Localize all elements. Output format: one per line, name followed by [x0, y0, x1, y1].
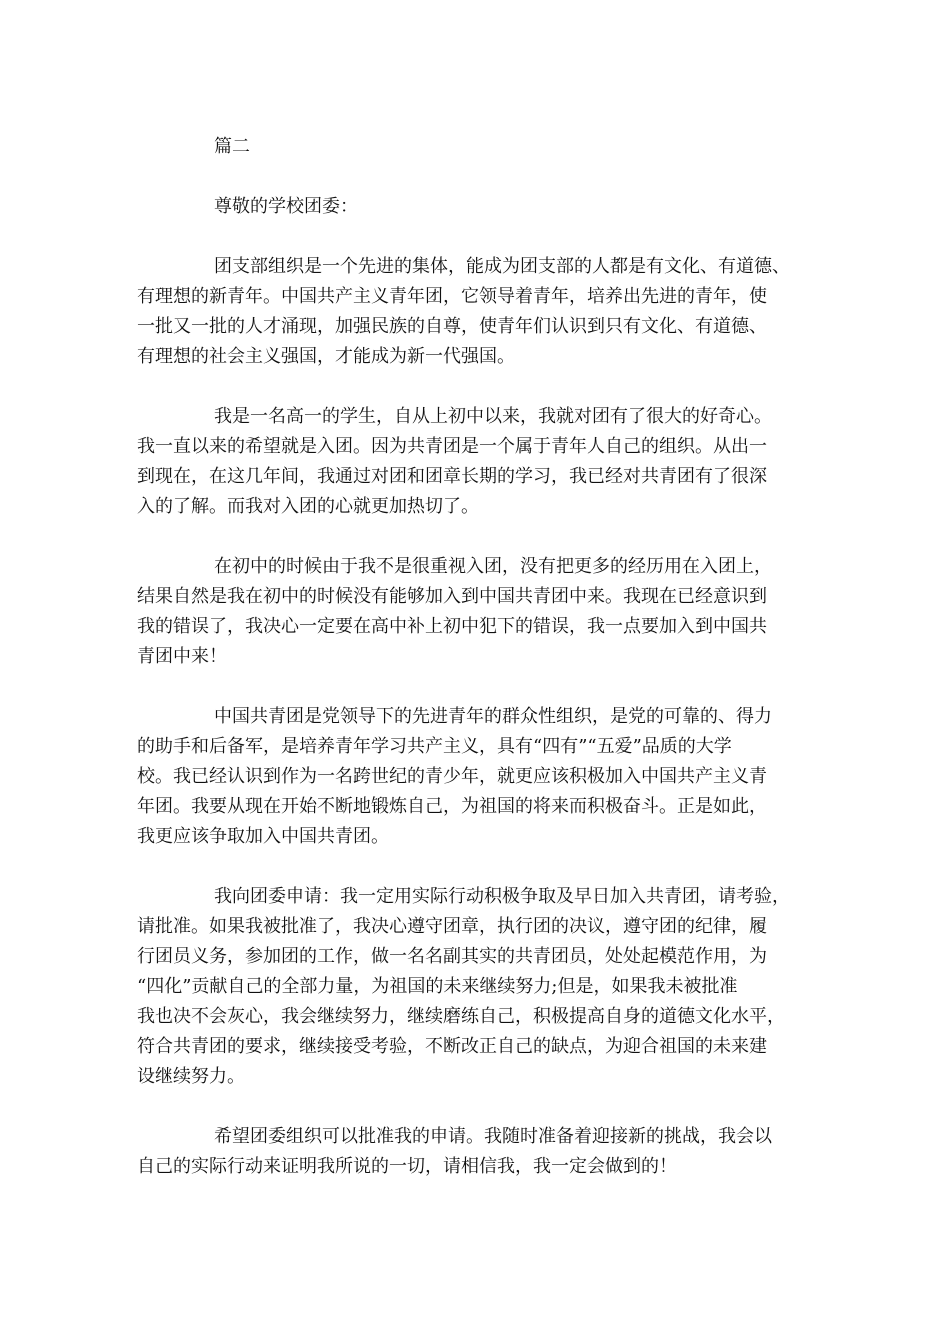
paragraph-line: “四化”贡献自己的全部力量，为祖国的未来继续努力;但是，如果我未被批准	[137, 976, 738, 997]
paragraph-line: 符合共青团的要求，继续接受考验，不断改正自己的缺点，为迎合祖国的未来建	[137, 1036, 767, 1057]
paragraph-line: 青团中来！	[137, 646, 227, 667]
document-page	[137, 132, 827, 1182]
salutation: 尊敬的学校团委：	[214, 196, 358, 217]
paragraph-line: 在初中的时候由于我不是很重视入团，没有把更多的经历用在入团上，	[214, 556, 772, 577]
paragraph-line: 我向团委申请：我一定用实际行动积极争取及早日加入共青团，请考验，	[214, 886, 790, 907]
paragraph-line: 入的了解。而我对入团的心就更加热切了。	[137, 496, 479, 517]
paragraph-line: 希望团委组织可以批准我的申请。我随时准备着迎接新的挑战，我会以	[214, 1126, 772, 1147]
paragraph-line: 有理想的新青年。中国共产主义青年团，它领导着青年，培养出先进的青年，使	[137, 286, 767, 307]
paragraph-line: 请批准。如果我被批准了，我决心遵守团章，执行团的决议，遵守团的纪律，履	[137, 916, 767, 937]
paragraph-5	[137, 882, 827, 1092]
paragraph-line: 一批又一批的人才涌现，加强民族的自尊，使青年们认识到只有文化、有道德、	[137, 316, 767, 337]
paragraph-line: 我是一名高一的学生，自从上初中以来，我就对团有了很大的好奇心。	[214, 406, 772, 427]
paragraph-6	[137, 1122, 827, 1182]
section-heading: 篇二	[214, 136, 250, 157]
paragraph-line: 我也决不会灰心，我会继续努力，继续磨练自己，积极提高自身的道德文化水平，	[137, 1006, 785, 1027]
paragraph-3	[137, 552, 827, 672]
paragraph-line: 我一直以来的希望就是入团。因为共青团是一个属于青年人自己的组织。从出一	[137, 436, 767, 457]
paragraph-line: 结果自然是我在初中的时候没有能够加入到中国共青团中来。我现在已经意识到	[137, 586, 767, 607]
paragraph-line: 到现在，在这几年间，我通过对团和团章长期的学习，我已经对共青团有了很深	[137, 466, 767, 487]
paragraph-line: 年团。我要从现在开始不断地锻炼自己，为祖国的将来而积极奋斗。正是如此，	[137, 796, 767, 817]
paragraph-line: 团支部组织是一个先进的集体，能成为团支部的人都是有文化、有道德、	[214, 256, 790, 277]
paragraph-line: 校。我已经认识到作为一名跨世纪的青少年，就更应该积极加入中国共产主义青	[137, 766, 767, 787]
paragraph-line: 的助手和后备军，是培养青年学习共产主义，具有“四有”“五爱”品质的大学	[137, 736, 732, 757]
paragraph-line: 我更应该争取加入中国共青团。	[137, 826, 389, 847]
paragraph-line: 自己的实际行动来证明我所说的一切，请相信我，我一定会做到的！	[137, 1156, 677, 1177]
paragraph-line: 行团员义务，参加团的工作，做一名名副其实的共青团员，处处起模范作用，为	[137, 946, 767, 967]
paragraph-line: 有理想的社会主义强国，才能成为新一代强国。	[137, 346, 515, 367]
paragraph-4	[137, 702, 827, 852]
paragraph-line: 中国共青团是党领导下的先进青年的群众性组织，是党的可靠的、得力	[214, 706, 772, 727]
paragraph-2	[137, 402, 827, 522]
paragraph-line: 设继续努力。	[137, 1066, 245, 1087]
paragraph-line: 我的错误了，我决心一定要在高中补上初中犯下的错误，我一点要加入到中国共	[137, 616, 767, 637]
paragraph-1	[137, 252, 827, 372]
